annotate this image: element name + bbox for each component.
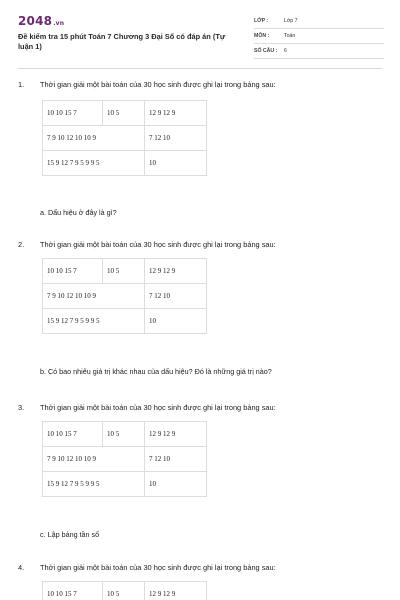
table-cell: 10 bbox=[145, 472, 207, 497]
table-cell: 7 12 10 bbox=[145, 126, 207, 151]
table-cell: 10 10 15 7 bbox=[43, 101, 103, 126]
table-cell: 12 9 12 9 bbox=[145, 259, 207, 284]
question-stem bbox=[18, 240, 382, 252]
meta-label: MÔN : bbox=[254, 33, 270, 39]
table-cell: 12 9 12 9 bbox=[145, 422, 207, 447]
table-cell: 10 10 15 7 bbox=[43, 422, 103, 447]
table-cell: 10 5 bbox=[103, 101, 145, 126]
table-cell: 7 9 10 12 10 10 9 bbox=[43, 447, 145, 472]
table-cell: 15 9 12 7 9 5 9 9 5 bbox=[43, 151, 145, 176]
table-cell: 15 9 12 7 9 5 9 9 5 bbox=[43, 309, 145, 334]
sub-question: a. Dấu hiệu ở đây là gì? bbox=[40, 208, 117, 217]
data-table bbox=[42, 100, 207, 176]
table-row bbox=[43, 582, 207, 600]
table-row bbox=[43, 284, 207, 309]
question-2 bbox=[18, 240, 382, 376]
question-number: 4. bbox=[18, 563, 25, 572]
question-1 bbox=[18, 80, 382, 217]
table-row bbox=[43, 309, 207, 334]
table-cell: 10 bbox=[145, 309, 207, 334]
table-cell: 12 9 12 9 bbox=[145, 101, 207, 126]
table-cell: 15 9 12 7 9 5 9 9 5 bbox=[43, 472, 145, 497]
question-text: Thời gian giải một bài toán của 30 học sinh được ghi lại trong bảng sau: bbox=[40, 240, 276, 249]
document-meta bbox=[254, 14, 384, 59]
document-header bbox=[0, 0, 400, 64]
question-4 bbox=[18, 563, 382, 598]
meta-value: 6 bbox=[284, 48, 287, 54]
meta-value: Toán bbox=[284, 33, 296, 39]
site-logo[interactable]: 2048.vn bbox=[18, 14, 65, 28]
table-cell: 10 10 15 7 bbox=[43, 582, 103, 600]
table-cell: 7 12 10 bbox=[145, 447, 207, 472]
meta-value: Lớp 7 bbox=[284, 18, 298, 24]
meta-row-class bbox=[254, 14, 384, 29]
table-cell: 10 5 bbox=[103, 422, 145, 447]
meta-row-subject bbox=[254, 29, 384, 44]
table-row bbox=[43, 472, 207, 497]
question-3 bbox=[18, 403, 382, 539]
question-text: Thời gian giải một bài toán của 30 học sinh được ghi lại trong bảng sau: bbox=[40, 563, 276, 572]
table-cell: 7 12 10 bbox=[145, 284, 207, 309]
question-number: 1. bbox=[18, 80, 25, 89]
document-title: Đề kiểm tra 15 phút Toán 7 Chương 3 Đại Số có đáp án (Tự luận 1) bbox=[18, 32, 226, 51]
table-row bbox=[43, 151, 207, 176]
table-row bbox=[43, 126, 207, 151]
table-cell: 10 10 15 7 bbox=[43, 259, 103, 284]
meta-row-question-count bbox=[254, 44, 384, 59]
question-stem bbox=[18, 80, 382, 92]
data-table bbox=[42, 421, 207, 497]
table-cell: 7 9 10 12 10 10 9 bbox=[43, 126, 145, 151]
table-row bbox=[43, 447, 207, 472]
data-table bbox=[42, 258, 207, 334]
question-text: Thời gian giải một bài toán của 30 học sinh được ghi lại trong bảng sau: bbox=[40, 80, 276, 89]
table-cell: 7 9 10 12 10 10 9 bbox=[43, 284, 145, 309]
question-stem bbox=[18, 563, 382, 575]
table-cell: 10 5 bbox=[103, 259, 145, 284]
table-cell: 12 9 12 9 bbox=[145, 582, 207, 600]
question-text: Thời gian giải một bài toán của 30 học sinh được ghi lại trong bảng sau: bbox=[40, 403, 276, 412]
table-row bbox=[43, 259, 207, 284]
question-stem bbox=[18, 403, 382, 415]
data-table bbox=[42, 581, 207, 600]
header-divider bbox=[18, 68, 382, 69]
sub-question: c. Lập bảng tần số bbox=[40, 530, 100, 539]
table-cell: 10 bbox=[145, 151, 207, 176]
table-row bbox=[43, 422, 207, 447]
sub-question: b. Có bao nhiêu giá trị khác nhau của dấu hiệu? Đó là những giá trị nào? bbox=[40, 367, 272, 376]
meta-label: LỚP : bbox=[254, 18, 269, 24]
question-number: 2. bbox=[18, 240, 25, 249]
table-cell: 10 5 bbox=[103, 582, 145, 600]
table-row bbox=[43, 101, 207, 126]
question-number: 3. bbox=[18, 403, 25, 412]
meta-label: SỐ CÂU : bbox=[254, 48, 278, 54]
